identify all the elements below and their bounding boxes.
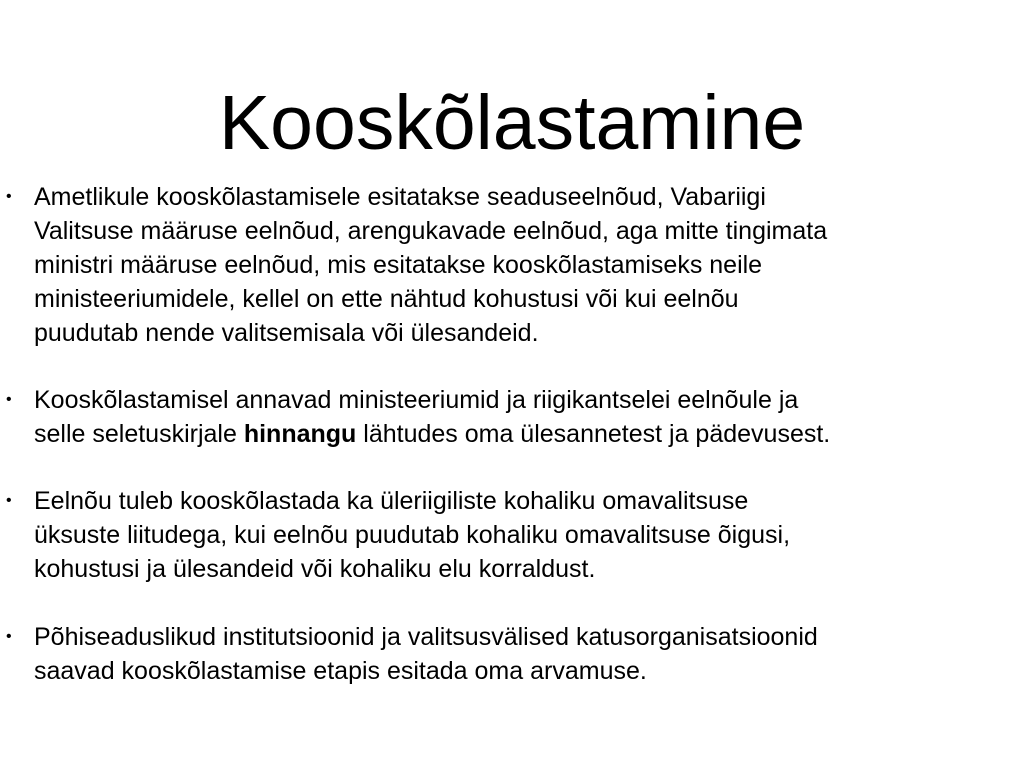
bullet-2-text-after: lähtudes oma ülesannetest ja pädevusest.: [356, 420, 831, 448]
bullet-4-line-1: Põhiseaduslikud institutsioonid ja valitsusvälised katusorganisatsioonid: [34, 623, 818, 651]
bullet-text-2: [34, 383, 994, 451]
bullet-text-3: [34, 484, 994, 586]
bullet-2-text-before: selle seletuskirjale: [34, 420, 244, 448]
bullet-3-line-2: üksuste liitudega, kui eelnõu puudutab kohaliku omavalitsuse õigusi,: [34, 521, 791, 549]
bullet-1-line-2: Valitsuse määruse eelnõud, arengukavade eelnõud, aga mitte tingimata: [34, 217, 828, 245]
bullet-3-line-3: kohustusi ja ülesandeid või kohaliku elu korraldust.: [34, 555, 596, 583]
bullet-4-line-2: saavad kooskõlastamise etapis esitada oma arvamuse.: [34, 657, 647, 685]
bullet-2-line-2: [34, 417, 994, 451]
bullet-2-line-1: Kooskõlastamisel annavad ministeeriumid ja riigikantselei eelnõule ja: [34, 386, 799, 414]
bullet-2-bold-term: hinnangu: [243, 420, 357, 448]
slide-title: Kooskõlastamine: [218, 80, 806, 166]
bullet-text-1: [34, 180, 994, 350]
bullet-text-4: [34, 620, 994, 688]
bullet-1-line-1: Ametlikule kooskõlastamisele esitatakse seaduseelnõud, Vabariigi: [34, 183, 766, 211]
bullet-point-icon: •: [6, 188, 12, 205]
bullet-1-line-5: puudutab nende valitsemisala või ülesandeid.: [34, 319, 539, 347]
bullet-point-icon: •: [6, 628, 12, 645]
bullet-1-line-3: ministri määruse eelnõud, mis esitatakse kooskõlastamiseks neile: [34, 251, 763, 279]
bullet-1-line-4: ministeeriumidele, kellel on ette nähtud kohustusi või kui eelnõu: [34, 285, 739, 313]
bullet-point-icon: •: [6, 391, 12, 408]
bullet-point-icon: •: [6, 492, 12, 509]
bullet-3-line-1: Eelnõu tuleb kooskõlastada ka üleriigiliste kohaliku omavalitsuse: [34, 487, 749, 515]
